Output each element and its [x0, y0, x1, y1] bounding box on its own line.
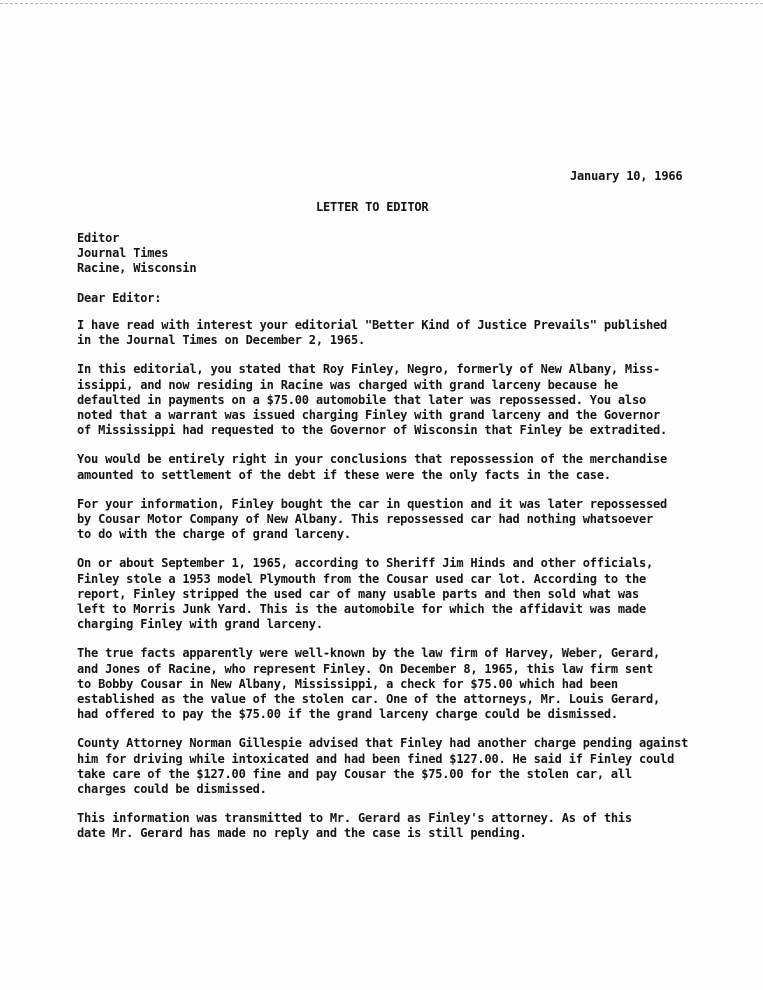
body-paragraph [77, 318, 747, 348]
paragraph-line: Finley stole a 1953 model Plymouth from the Cousar used car lot. According to the [77, 571, 646, 586]
body-paragraph [77, 556, 747, 632]
paragraph-line: charges could be dismissed. [77, 782, 267, 797]
paragraph-line: date Mr. Gerard has made no reply and the case is still pending. [77, 826, 527, 841]
paragraph-line: left to Morris Junk Yard. This is the automobile for which the affidavit was made [77, 602, 646, 617]
address-line: Editor [77, 231, 120, 245]
paragraph-line: defaulted in payments on a $75.00 automobile that later was repossessed. You also [77, 392, 646, 407]
body-paragraph [77, 736, 747, 797]
address-line: Journal Times [77, 246, 169, 260]
paragraph-line: issippi, and now residing in Racine was charged with grand larceny because he [77, 377, 618, 392]
paragraph-line: You would be entirely right in your conclusions that repossession of the merchandise [77, 452, 668, 467]
salutation: Dear Editor: [77, 291, 162, 305]
letter-heading: LETTER TO EDITOR [316, 200, 429, 214]
paragraph-line: him for driving while intoxicated and had been fined $127.00. He said if Finley could [77, 751, 675, 766]
scan-edge-line [0, 3, 763, 4]
body-paragraph [77, 646, 747, 722]
body-paragraph [77, 497, 747, 543]
paragraph-line: charging Finley with grand larceny. [77, 617, 323, 632]
paragraph-line: I have read with interest your editorial "Better Kind of Justice Prevails" published [77, 318, 668, 332]
body-paragraph [77, 362, 747, 438]
paragraph-line: by Cousar Motor Company of New Albany. This repossessed car had nothing whatsoever [77, 512, 654, 527]
letter-body [77, 318, 747, 856]
body-paragraph [77, 811, 747, 841]
paragraph-line: noted that a warrant was issued charging Finley with grand larceny and the Governor [77, 408, 661, 423]
paragraph-line: established as the value of the stolen car. One of the attorneys, Mr. Louis Gerard, [77, 692, 661, 707]
paragraph-line: and Jones of Racine, who represent Finley. On December 8, 1965, this law firm sent [77, 661, 654, 676]
letter-date: January 10, 1966 [570, 169, 683, 183]
paragraph-line: report, Finley stripped the used car of many usable parts and then sold what was [77, 586, 639, 601]
paragraph-line: County Attorney Norman Gillespie advised that Finley had another charge pending against [77, 736, 689, 751]
paragraph-line: take care of the $127.00 fine and pay Cousar the $75.00 for the stolen car, all [77, 766, 632, 781]
paragraph-line: had offered to pay the $75.00 if the grand larceny charge could be dismissed. [77, 707, 618, 722]
body-paragraph [77, 452, 747, 482]
paragraph-line: In this editorial, you stated that Roy Finley, Negro, formerly of New Albany, Miss- [77, 362, 661, 377]
paragraph-line: The true facts apparently were well-known by the law firm of Harvey, Weber, Gerard, [77, 646, 661, 661]
address-line: Racine, Wisconsin [77, 261, 197, 275]
paragraph-line: For your information, Finley bought the car in question and it was later repossessed [77, 496, 668, 511]
paragraph-line: On or about September 1, 1965, according to Sheriff Jim Hinds and other officials, [77, 556, 654, 571]
paragraph-line: in the Journal Times on December 2, 1965. [77, 333, 366, 348]
paragraph-line: to do with the charge of grand larceny. [77, 527, 351, 542]
paragraph-line: to Bobby Cousar in New Albany, Mississippi, a check for $75.00 which had been [77, 676, 618, 691]
recipient-address [77, 231, 196, 276]
paragraph-line: of Mississippi had requested to the Governor of Wisconsin that Finley be extradited. [77, 423, 668, 438]
paragraph-line: This information was transmitted to Mr. Gerard as Finley's attorney. As of this [77, 811, 632, 826]
paragraph-line: amounted to settlement of the debt if these were the only facts in the case. [77, 467, 611, 482]
